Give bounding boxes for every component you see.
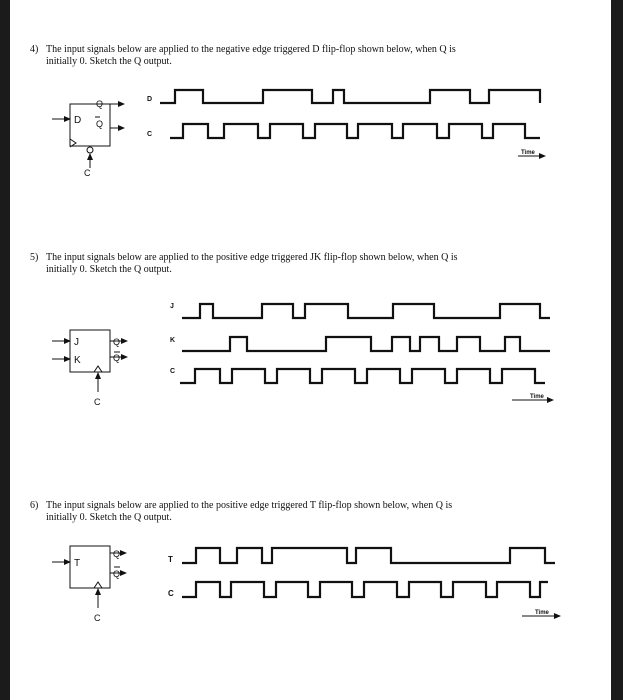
t-signal-label: T	[168, 555, 173, 564]
j-signal-label: J	[170, 303, 174, 310]
problem-6-number: 6)	[30, 500, 39, 511]
problem-4-line2: initially 0. Sketch the Q output.	[46, 56, 172, 67]
d-waveform	[160, 90, 540, 103]
k-signal-label: K	[170, 337, 176, 344]
t-qbar-label: Q	[113, 569, 121, 579]
d-flipflop-symbol	[52, 104, 124, 168]
time-label-5: Time	[530, 394, 544, 400]
problem-5-number: 5)	[30, 252, 39, 263]
jk-q-label: Q	[113, 337, 121, 347]
t-waveform	[182, 548, 555, 563]
jk-clock-triangle	[94, 366, 102, 372]
d-clock-label: C	[84, 168, 91, 178]
k-input-label: K	[74, 355, 81, 366]
time-label-4: Time	[521, 150, 535, 156]
problem-4-line1: The input signals below are applied to the negative edge triggered D flip-flop shown below, when Q is	[46, 44, 456, 55]
d-qbar-label: Q	[96, 119, 104, 129]
d-clock-bubble	[87, 147, 93, 153]
t-clock-triangle	[94, 582, 102, 588]
j-input-label: J	[74, 337, 79, 348]
c-waveform-4	[170, 124, 540, 138]
d-q-label: Q	[96, 99, 104, 109]
problem-5-line1: The input signals below are applied to the positive edge triggered JK flip-flop shown below, when Q is	[46, 252, 458, 263]
t-q-label: Q	[113, 549, 121, 559]
c-waveform-6	[182, 582, 548, 597]
jk-clock-label: C	[94, 397, 101, 407]
c-waveform-5	[180, 369, 545, 383]
k-waveform	[182, 337, 550, 351]
c-signal-label-6: C	[168, 589, 174, 598]
time-label-6: Time	[535, 610, 549, 616]
d-input-label: D	[74, 115, 82, 126]
problem-5-line2: initially 0. Sketch the Q output.	[46, 264, 172, 275]
t-input-label: T	[74, 558, 81, 569]
c-signal-label-5: C	[170, 368, 176, 375]
c-signal-label-4: C	[147, 131, 153, 138]
problem-4-number: 4)	[30, 44, 39, 55]
problem-6-line2: initially 0. Sketch the Q output.	[46, 512, 172, 523]
d-signal-label: D	[147, 96, 153, 103]
t-clock-label: C	[94, 613, 101, 623]
problem-6-line1: The input signals below are applied to the positive edge triggered T flip-flop shown below, when Q is	[46, 500, 453, 511]
jk-qbar-label: Q	[113, 353, 121, 363]
j-waveform	[182, 304, 550, 318]
